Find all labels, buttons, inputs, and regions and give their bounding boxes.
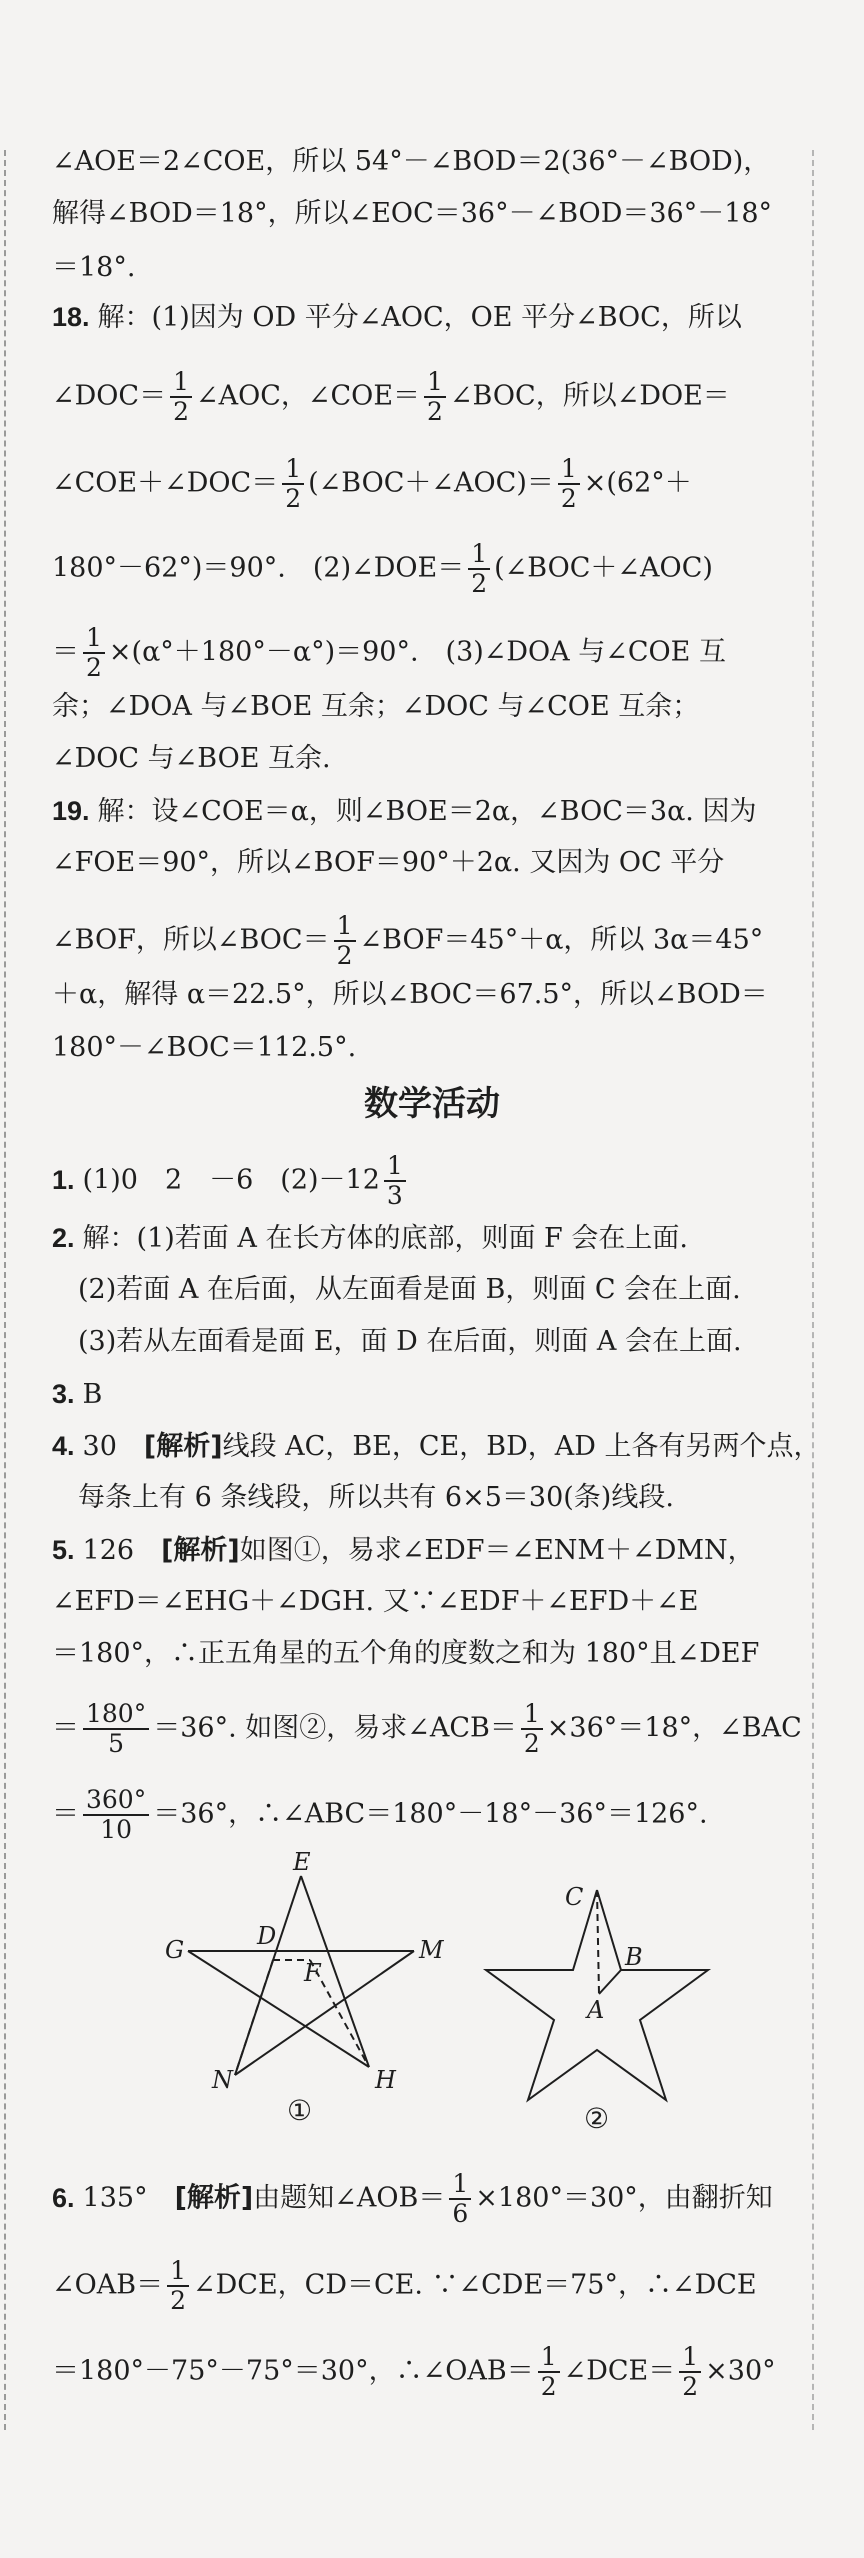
text: 由题知∠AOB＝ xyxy=(253,2182,446,2214)
fraction xyxy=(679,2343,701,2401)
text: ＝36°. 如图②，易求∠ACB＝ xyxy=(153,1712,517,1744)
fraction xyxy=(449,2170,471,2228)
denominator: 10 xyxy=(100,1815,133,1844)
numerator: 1 xyxy=(334,912,356,942)
answer: 126 xyxy=(82,1535,162,1566)
numerator: 1 xyxy=(167,2257,189,2287)
text-line: (2)若面 A 在后面，从左面看是面 B，则面 C 会在上面. xyxy=(78,1274,741,1305)
label-d: D xyxy=(257,1922,277,1950)
text-line: ＋α，解得 α＝22.5°，所以∠BOC＝67.5°，所以∠BOD＝ xyxy=(52,979,768,1010)
star-figures xyxy=(0,1840,864,2140)
label-h: H xyxy=(375,2066,396,2094)
fraction xyxy=(83,1700,149,1758)
text-line: ∠AOE＝2∠COE，所以 54°－∠BOD＝2(36°－∠BOD)， xyxy=(52,146,771,177)
q6-line-a xyxy=(52,2170,804,2228)
figure-2-labels xyxy=(565,1883,643,2135)
denominator: 2 xyxy=(427,397,443,426)
numerator: 180° xyxy=(83,1700,149,1730)
text: ∠DCE，CD＝CE. ∵∠CDE＝75°，∴∠DCE xyxy=(193,2269,757,2301)
text-line: 解得∠BOD＝18°，所以∠EOC＝36°－∠BOD＝36°－18° xyxy=(52,198,773,229)
numerator: 1 xyxy=(83,624,105,654)
answer: 30 xyxy=(82,1431,144,1462)
denominator: 2 xyxy=(86,653,102,682)
text: 解：(1)因为 OD 平分∠AOC，OE 平分∠BOC，所以 xyxy=(97,302,742,333)
q5-line-d xyxy=(52,1700,804,1758)
text: ×30° xyxy=(705,2355,776,2387)
text-line: ∠DOC 与∠BOE 互余. xyxy=(52,743,331,774)
denominator: 2 xyxy=(173,397,189,426)
fraction xyxy=(167,2257,189,2315)
fraction xyxy=(538,2343,560,2401)
question-number: 2. xyxy=(52,1223,75,1253)
text: ×(α°＋180°－α°)＝90°. (3)∠DOA 与∠COE 互 xyxy=(108,636,726,668)
numerator: 1 xyxy=(558,455,580,485)
answer: 135° xyxy=(82,2182,175,2214)
text-line: ∠EFD＝∠EHG＋∠DGH. 又∵∠EDF＋∠EFD＋∠E xyxy=(52,1586,699,1617)
numerator: 1 xyxy=(468,540,490,570)
numerator: 1 xyxy=(384,1152,406,1182)
label-g: G xyxy=(165,1936,185,1964)
text: ＝180°－75°－75°＝30°，∴∠OAB＝ xyxy=(52,2355,534,2387)
text-line: ＝180°，∴正五角星的五个角的度数之和为 180°且∠DEF xyxy=(52,1638,760,1669)
text-line: ＝18°. xyxy=(52,252,136,283)
text: ∠COE＋∠DOC＝ xyxy=(52,467,279,499)
analysis-tag: [解析] xyxy=(143,1431,223,1462)
text: (∠BOC＋∠AOC) xyxy=(494,552,713,584)
figure-1-star xyxy=(188,1876,414,2075)
text: (∠BOC＋∠AOC)＝ xyxy=(308,467,554,499)
q6-line-b xyxy=(52,2257,804,2315)
q18-line-b xyxy=(52,368,804,426)
q5-line-e xyxy=(52,1786,804,1844)
text: ∠BOF，所以∠BOC＝ xyxy=(52,924,330,956)
q5-line-a xyxy=(52,1533,804,1568)
text: (1)0 2 －6 (2)－12 xyxy=(82,1164,380,1196)
text: ＝ xyxy=(52,1798,79,1830)
fraction xyxy=(170,368,192,426)
question-number: 5. xyxy=(52,1535,75,1565)
fraction xyxy=(384,1152,406,1210)
text: 如图①，易求∠EDF＝∠ENM＋∠DMN， xyxy=(239,1535,755,1566)
text: 180°－62°)＝90°. (2)∠DOE＝ xyxy=(52,552,465,584)
text: 解：设∠COE＝α，则∠BOE＝2α，∠BOC＝3α. 因为 xyxy=(97,796,757,827)
q1-line xyxy=(52,1152,804,1210)
text: ×180°＝30°，由翻折知 xyxy=(475,2182,773,2214)
numerator: 1 xyxy=(521,1700,543,1730)
fraction xyxy=(83,624,105,682)
fraction xyxy=(282,455,304,513)
text: ＝ xyxy=(52,636,79,668)
denominator: 2 xyxy=(170,2286,187,2315)
fraction xyxy=(424,368,446,426)
text: ∠DOC＝ xyxy=(52,380,167,412)
text: ×36°＝18°，∠BAC xyxy=(546,1712,802,1744)
q18-line-a xyxy=(52,300,804,335)
q3-line xyxy=(52,1377,804,1412)
text: ∠BOF＝45°＋α，所以 3α＝45° xyxy=(359,924,764,956)
question-number: 1. xyxy=(52,1164,75,1195)
numerator: 1 xyxy=(282,455,304,485)
text-line: 每条上有 6 条线段，所以共有 6×5＝30(条)线段. xyxy=(78,1482,674,1513)
fraction xyxy=(558,455,580,513)
denominator: 2 xyxy=(471,569,488,598)
text-line: (3)若从左面看是面 E，面 D 在后面，则面 A 会在上面. xyxy=(78,1326,742,1357)
fraction xyxy=(334,912,356,970)
numerator: 1 xyxy=(170,368,192,398)
text: B xyxy=(82,1379,103,1410)
text: ∠AOC，∠COE＝ xyxy=(195,380,421,412)
figure-2-star xyxy=(486,1890,708,2100)
numerator: 1 xyxy=(679,2343,701,2373)
numerator: 360° xyxy=(83,1786,149,1816)
denominator: 5 xyxy=(108,1729,125,1758)
q4-line-a xyxy=(52,1429,821,1464)
q2-line-a xyxy=(52,1221,804,1256)
analysis-tag: [解析] xyxy=(161,1535,240,1566)
label-n: N xyxy=(212,2066,233,2094)
text: ∠BOC，所以∠DOE＝ xyxy=(449,380,730,412)
question-number: 6. xyxy=(52,2182,75,2213)
text-line: 余；∠DOA 与∠BOE 互余；∠DOC 与∠COE 互余； xyxy=(52,691,700,722)
denominator: 3 xyxy=(386,1181,403,1210)
label-m: M xyxy=(419,1936,444,1964)
q18-line-e xyxy=(52,624,804,682)
fraction xyxy=(521,1700,543,1758)
figure-caption: ② xyxy=(584,2102,610,2135)
denominator: 2 xyxy=(523,1729,540,1758)
numerator: 1 xyxy=(424,368,446,398)
text: ∠DCE＝ xyxy=(563,2355,676,2387)
fraction xyxy=(83,1786,149,1844)
denominator: 2 xyxy=(560,484,577,513)
section-title: 数学活动 xyxy=(364,1084,500,1124)
question-number: 19. xyxy=(52,796,90,826)
text-line: ∠FOE＝90°，所以∠BOF＝90°＋2α. 又因为 OC 平分 xyxy=(52,847,725,878)
numerator: 1 xyxy=(538,2343,560,2373)
figure-caption: ① xyxy=(287,2094,313,2127)
question-number: 18. xyxy=(52,302,90,332)
q19-line-c xyxy=(52,912,804,970)
text: ∠OAB＝ xyxy=(52,2269,164,2301)
numerator: 1 xyxy=(449,2170,471,2200)
fraction xyxy=(468,540,490,598)
text: ＝36°，∴∠ABC＝180°－18°－36°＝126°. xyxy=(153,1798,708,1830)
denominator: 2 xyxy=(682,2372,699,2401)
text: ×(62°＋ xyxy=(583,467,692,499)
text-line: 180°－∠BOC＝112.5°. xyxy=(52,1032,357,1063)
q18-line-c xyxy=(52,455,804,513)
text: 线段 AC，BE，CE，BD，AD 上各有另两个点， xyxy=(222,1431,821,1462)
denominator: 2 xyxy=(285,484,302,513)
analysis-tag: [解析] xyxy=(174,2182,254,2214)
denominator: 6 xyxy=(452,2199,469,2228)
label-a: A xyxy=(587,1996,605,2024)
q6-line-c xyxy=(52,2343,804,2401)
label-e: E xyxy=(293,1848,311,1876)
label-b: B xyxy=(625,1943,643,1971)
denominator: 2 xyxy=(336,941,353,970)
question-number: 4. xyxy=(52,1431,75,1461)
label-f: F xyxy=(304,1959,321,1987)
text: ＝ xyxy=(52,1712,79,1744)
text: 解：(1)若面 A 在长方体的底部，则面 F 会在上面. xyxy=(82,1223,688,1254)
denominator: 2 xyxy=(540,2372,557,2401)
q18-line-d xyxy=(52,540,804,598)
question-number: 3. xyxy=(52,1379,75,1409)
label-c: C xyxy=(565,1883,584,1911)
q19-line-a xyxy=(52,794,804,829)
